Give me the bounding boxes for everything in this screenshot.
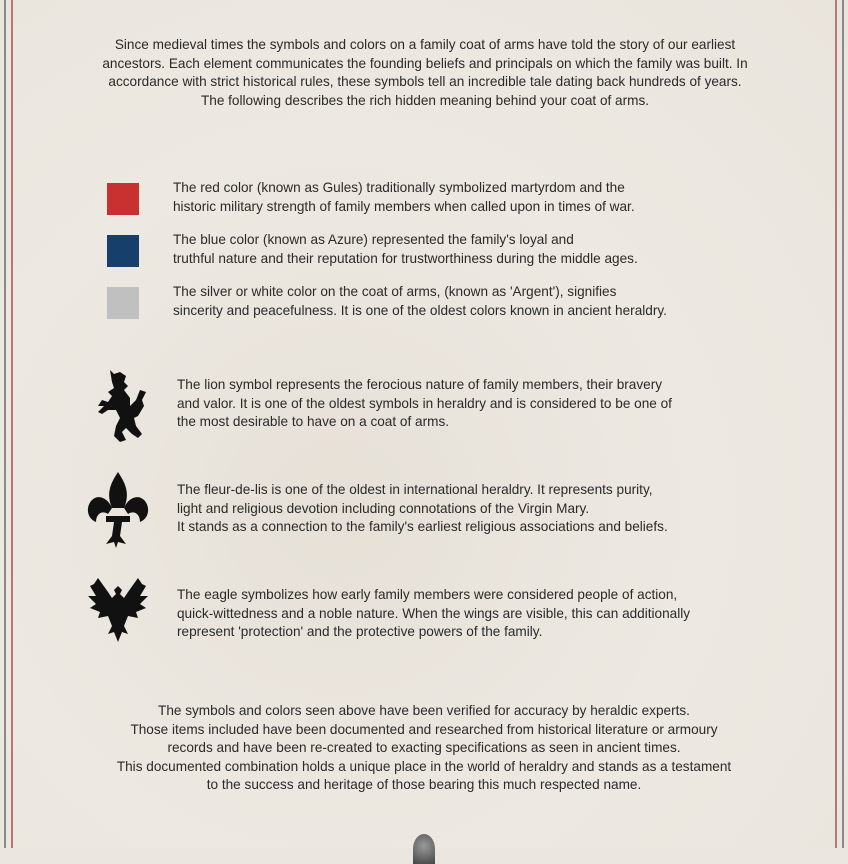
symbol-description-eagle bbox=[177, 586, 690, 642]
text-line: and valor. It is one of the oldest symbols in heraldry and is considered to be one of bbox=[177, 395, 672, 411]
symbol-description-fleur-de-lis bbox=[177, 481, 668, 537]
text-line: historic military strength of family members when called upon in times of war. bbox=[173, 198, 635, 214]
swatch-gules bbox=[107, 183, 139, 215]
color-description-gules bbox=[173, 179, 635, 216]
color-description-argent bbox=[173, 283, 667, 320]
text-line: The fleur-de-lis is one of the oldest in international heraldry. It represents purity, bbox=[177, 482, 653, 497]
border-right-outer bbox=[842, 0, 844, 848]
swatch-argent bbox=[107, 287, 139, 319]
text-line: The lion symbol represents the ferocious nature of family members, their bravery bbox=[177, 377, 663, 392]
lion-icon bbox=[88, 366, 150, 446]
text-line: The symbols and colors seen above have been verified for accuracy by heraldic experts. bbox=[158, 703, 690, 718]
text-line: Those items included have been documented and researched from historical literature or armoury bbox=[130, 721, 718, 737]
symbol-description-lion bbox=[177, 376, 672, 432]
text-line: light and religious devotion including connotations of the Virgin Mary. bbox=[177, 500, 590, 516]
text-line: The blue color (known as Azure) represented the family's loyal and bbox=[173, 232, 574, 247]
text-line: sincerity and peacefulness. It is one of the oldest colors known in ancient heraldry. bbox=[173, 302, 667, 318]
border-left-outer bbox=[4, 0, 6, 848]
verification-paragraph bbox=[60, 702, 788, 795]
ornament-icon bbox=[413, 834, 435, 864]
text-line: The silver or white color on the coat of arms, (known as 'Argent'), signifies bbox=[173, 284, 617, 299]
text-line: quick-wittedness and a noble nature. When the wings are visible, this can additionally bbox=[177, 605, 691, 621]
text-line: The eagle symbolizes how early family members were considered people of action, bbox=[177, 587, 678, 602]
border-left-inner bbox=[11, 0, 13, 848]
swatch-azure bbox=[107, 235, 139, 267]
text-line: This documented combination holds a unique place in the world of heraldry and stands as a testament bbox=[116, 758, 732, 774]
color-description-azure bbox=[173, 231, 638, 268]
text-line: truthful nature and their reputation for trustworthiness during the middle ages. bbox=[173, 250, 638, 266]
text-line: records and have been re-created to exacting specifications as seen in ancient times. bbox=[167, 740, 681, 755]
eagle-icon bbox=[82, 576, 154, 654]
text-line: It stands as a connection to the family's earliest religious associations and beliefs. bbox=[177, 519, 668, 534]
border-right-inner bbox=[835, 0, 837, 848]
text-line: represent 'protection' and the protective powers of the family. bbox=[177, 624, 543, 639]
intro-paragraph: Since medieval times the symbols and colors on a family coat of arms have told the story of our earliest ancestors. Each element communicates the founding beliefs and principals on which the family was built. In accordance with strict historical rules, these symbols tell an incredible tale dating back hundreds of years. The following describes the rich hidden meaning behind your coat of arms. bbox=[102, 37, 748, 108]
fleur-de-lis-icon bbox=[86, 472, 150, 550]
text-line: the most desirable to have on a coat of arms. bbox=[177, 414, 450, 429]
text-line: to the success and heritage of those bearing this much respected name. bbox=[206, 777, 642, 792]
text-line: The red color (known as Gules) traditionally symbolized martyrdom and the bbox=[173, 180, 625, 195]
